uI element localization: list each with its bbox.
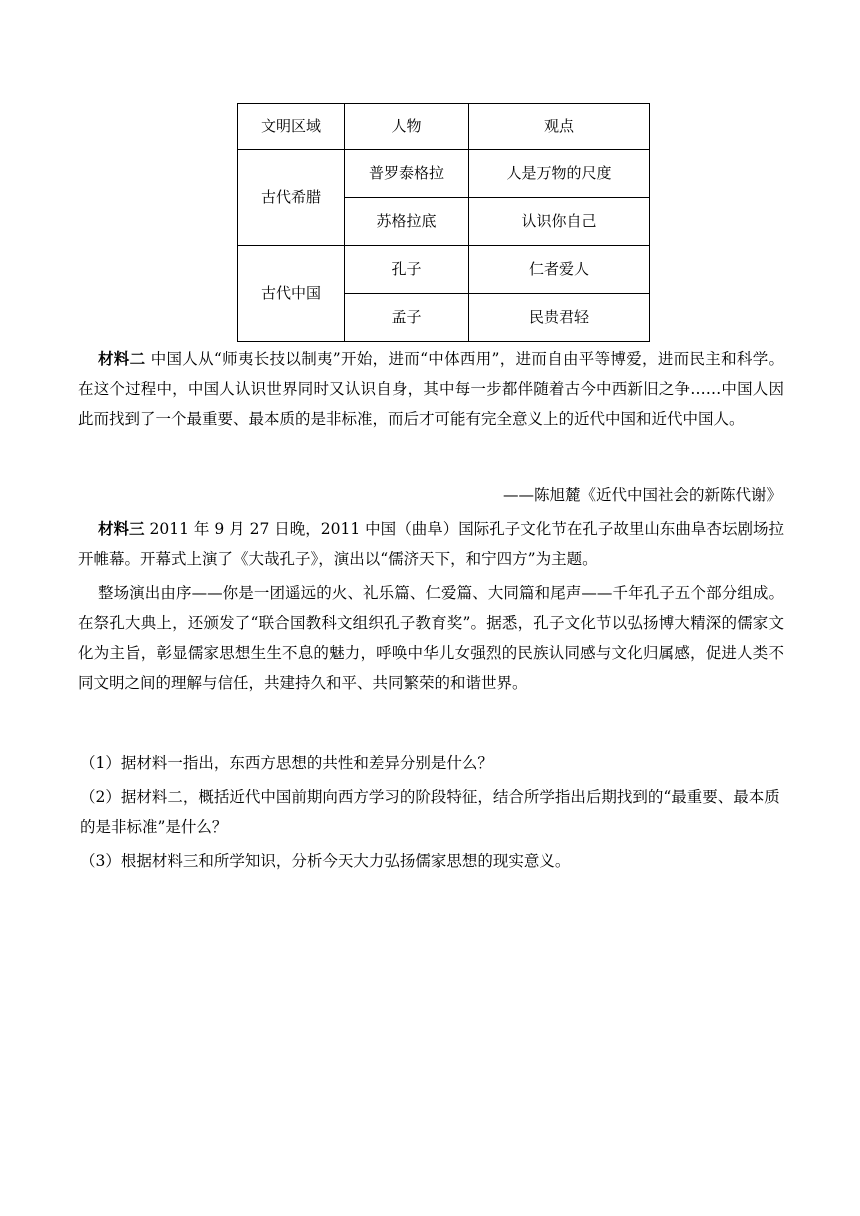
question-2: （2）据材料二，概括近代中国前期向西方学习的阶段特征，结合所学指出后期找到的“最重要、最本质的是非标准”是什么？ (80, 788, 780, 836)
material2-label: 材料二 (98, 349, 146, 368)
question-1: （1）据材料一指出，东西方思想的共性和差异分别是什么？ (80, 754, 493, 772)
table-header-cell: 人物 (345, 104, 469, 150)
material2-source: ——陈旭麓《近代中国社会的新陈代谢》 (502, 486, 782, 504)
material3-text: 2011 年 9 月 27 日晚，2011 中国（曲阜）国际孔子文化节在孔子故里山东曲阜杏坛剧场拉开帷幕。开幕式上演了《大哉孔子》，演出以“儒济天下，和宁四方”为主题。 (78, 520, 784, 568)
region-cell: 古代中国 (238, 246, 345, 342)
person-cell: 普罗泰格拉 (345, 150, 469, 198)
table-row (238, 150, 650, 198)
view-cell: 民贵君轻 (469, 294, 650, 342)
person-cell: 孟子 (345, 294, 469, 342)
person-cell: 孔子 (345, 246, 469, 294)
question-3: （3）根据材料三和所学知识，分析今天大力弘扬儒家思想的现实意义。 (80, 852, 571, 870)
civilization-table (237, 103, 650, 342)
view-cell: 认识你自己 (469, 198, 650, 246)
person-cell: 苏格拉底 (345, 198, 469, 246)
material3-paragraph-2: 整场演出由序——你是一团遥远的火、礼乐篇、仁爱篇、大同篇和尾声——千年孔子五个部分组成。在祭孔大典上，还颁发了“联合国教科文组织孔子教育奖”。据悉，孔子文化节以弘扬博大精深的儒家文化为主旨，彰显儒家思想生生不息的魅力，呼唤中华儿女强烈的民族认同感与文化归属感，促进人类不同文明之间的理解与信任，共建持久和平、共同繁荣的和谐世界。 (78, 584, 784, 692)
view-cell: 仁者爱人 (469, 246, 650, 294)
view-cell: 人是万物的尺度 (469, 150, 650, 198)
material2-text: 中国人从“师夷长技以制夷”开始，进而“中体西用”，进而自由平等博爱，进而民主和科学。在这个过程中，中国人认识世界同时又认识自身，其中每一步都伴随着古今中西新旧之争……中国人因此而找到了一个最重要、最本质的是非标准，而后才可能有完全意义上的近代中国和近代中国人。 (78, 350, 784, 428)
table-header-row (238, 104, 650, 150)
material3-label: 材料三 (98, 519, 145, 538)
table-row (238, 246, 650, 294)
region-cell: 古代希腊 (238, 150, 345, 246)
table-header-cell: 文明区域 (238, 104, 345, 150)
material3-paragraph (78, 514, 784, 574)
material2-paragraph (78, 344, 784, 434)
table-header-cell: 观点 (469, 104, 650, 150)
